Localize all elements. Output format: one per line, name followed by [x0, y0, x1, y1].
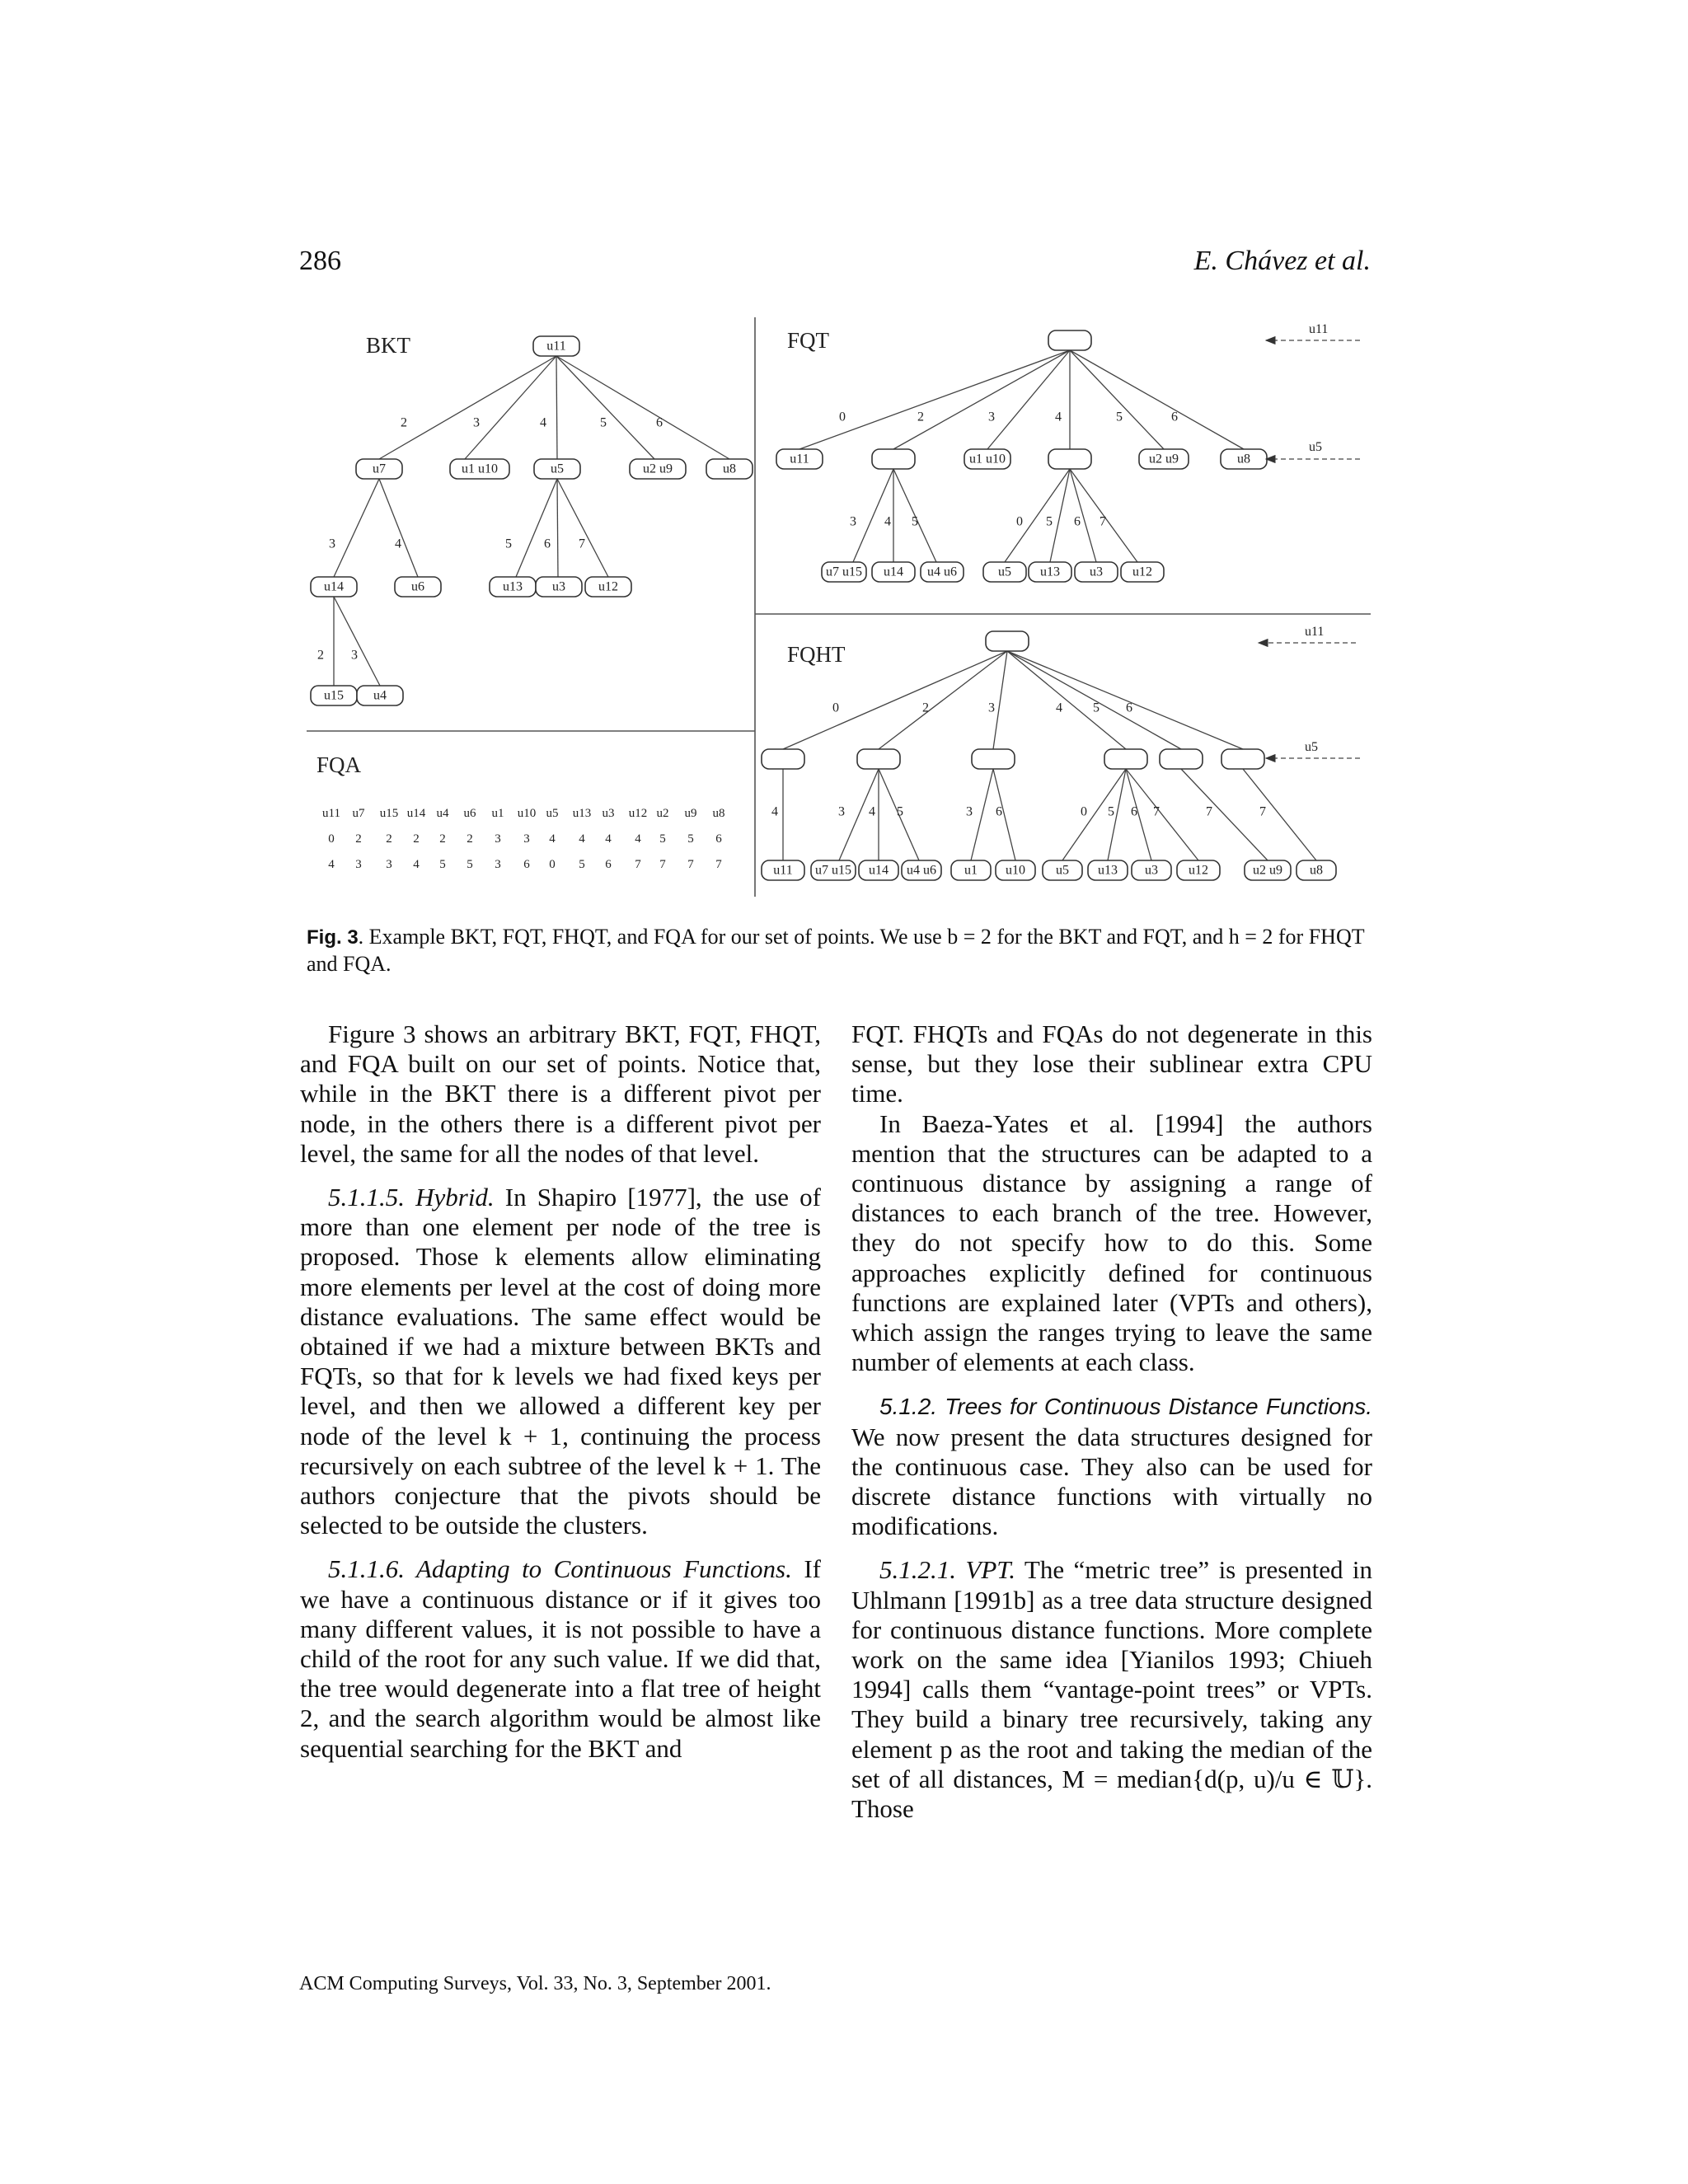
fqt-edge-label: 5 [1046, 514, 1053, 529]
bkt-nodes [311, 336, 753, 705]
fqa-table [322, 807, 724, 871]
pivot-label: u5 [1309, 440, 1322, 454]
fqa-cell: 0 [549, 858, 556, 871]
fqht-edge-label: 7 [1153, 804, 1160, 819]
bkt-edge-label: 7 [579, 537, 585, 551]
tree-node [311, 686, 357, 705]
tree-node [983, 562, 1026, 582]
tree-node [1043, 860, 1082, 880]
bkt-edge [556, 356, 557, 459]
fqa-cell: u13 [572, 807, 592, 820]
fqht-edge [1181, 769, 1268, 860]
caption-label: Fig. 3 [307, 926, 359, 949]
fqt-edge-label: 0 [1016, 514, 1023, 529]
fqa-cell: u8 [712, 807, 725, 820]
fqt-edge-label: 4 [1055, 410, 1062, 424]
fqht-edge-label: 4 [869, 804, 875, 819]
fqa-cell: 7 [715, 858, 722, 871]
tree-node [762, 860, 804, 880]
svg-text:u8: u8 [723, 462, 736, 476]
fqht-edge-label: 6 [1131, 804, 1137, 819]
svg-text:u11: u11 [790, 452, 809, 466]
svg-text:u7: u7 [373, 462, 386, 476]
tree-node [776, 449, 823, 469]
tree-node [859, 860, 898, 880]
bkt-edge-label: 3 [473, 415, 480, 430]
svg-text:u7 u15: u7 u15 [826, 565, 862, 579]
paragraph: 5.1.1.5. Hybrid. In Shapiro [1977], the use of more than one element per node of the tree is proposed. Those k elements allow eliminating more elements per level at the cost of doing more distance evaluations. The same effect would be obtained if we had a mixture between BKTs and FQTs, so that for k levels we had fixed keys per level, and then we allowed a different key per node of the level k + 1, continuing the process recursively on each subtree of the level k + 1. The authors conjecture that the pivots should be selected to be outside the clusters. [300, 1183, 821, 1540]
figure-3 [0, 0, 1688, 923]
fqht-edge [1243, 769, 1316, 860]
bkt-edge-label: 6 [656, 415, 663, 430]
fqa-title: FQA [316, 752, 362, 777]
fqht-edge-label: 5 [897, 804, 903, 819]
fqt-edge-label: 5 [912, 514, 918, 529]
figure-caption [307, 924, 1383, 977]
tree-node [450, 459, 509, 479]
caption-text: . Example BKT, FQT, FHQT, and FQA for our set of points. We use b = 2 for the BKT and FQT, and h = 2 for FHQT and FQA. [307, 925, 1365, 976]
tree-node [1121, 562, 1164, 582]
section-heading: 5.1.2. Trees for Continuous Distance Functions. [879, 1394, 1372, 1420]
fqt-edge-label: 4 [884, 514, 891, 529]
tree-node [964, 449, 1010, 469]
paragraph: 5.1.2. Trees for Continuous Distance Functions. We now present the data structures designed for the continuous case. They also can be used for discrete distance functions with virtually no modifications. [851, 1394, 1372, 1541]
page-number: 286 [299, 246, 341, 276]
fqa-cell: 0 [328, 832, 335, 846]
svg-text:u3: u3 [1090, 565, 1103, 579]
bkt-edge-labels [317, 416, 663, 663]
tree-node [311, 577, 357, 597]
fqa-cell: 3 [495, 858, 501, 871]
tree-node [1048, 449, 1091, 469]
fqht-edge-label: 3 [966, 804, 973, 819]
svg-text:u13: u13 [503, 579, 523, 594]
svg-text:u14: u14 [324, 579, 344, 594]
tree-node [857, 749, 900, 769]
fqa-cell: 5 [439, 858, 446, 871]
fqht-edge [971, 769, 993, 860]
tree-node [921, 562, 964, 582]
svg-text:u4 u6: u4 u6 [927, 565, 957, 579]
fqa-cell: 6 [523, 858, 530, 871]
fqa-cell: u11 [322, 807, 340, 820]
bkt-edge [334, 479, 379, 577]
fqht-edge-label: 7 [1206, 804, 1212, 819]
svg-text:u1 u10: u1 u10 [462, 462, 498, 476]
fqa-cell: u6 [463, 807, 476, 820]
fqa-cell: 3 [523, 832, 530, 846]
fqht-edge-label: 3 [838, 804, 845, 819]
fqht-edge-label: 7 [1259, 804, 1266, 819]
fqt-edge-label: 6 [1074, 514, 1081, 529]
fqt-edge [1070, 350, 1244, 449]
fqht-edge-label: 4 [771, 804, 778, 819]
bkt-edge [379, 479, 418, 577]
fqt-pivot-arrows [1266, 322, 1360, 459]
fqa-cell: 4 [549, 832, 556, 846]
tree-node [1177, 860, 1220, 880]
tree-node [902, 860, 941, 880]
bkt-edge-label: 6 [544, 537, 551, 551]
fqt-title: FQT [787, 328, 830, 353]
fqa-cell: 3 [355, 858, 362, 871]
tree-node [536, 577, 582, 597]
fqa-cell: 5 [467, 858, 473, 871]
fqa-cell: 5 [659, 832, 666, 846]
fqht-edge [1007, 651, 1243, 749]
tree-node [1088, 860, 1128, 880]
fqt-edge-label: 7 [1100, 514, 1106, 529]
fqa-cell: 4 [579, 832, 585, 846]
tree-node [1160, 749, 1203, 769]
svg-text:u14: u14 [869, 863, 889, 878]
fqa-cell: u12 [628, 807, 648, 820]
svg-text:u2 u9: u2 u9 [643, 462, 673, 476]
fqa-cell: 4 [328, 858, 335, 871]
fqt-edge [1070, 350, 1164, 449]
fqa-cell: u7 [352, 807, 365, 820]
fqht-edge-label: 4 [1056, 701, 1062, 715]
tree-node [811, 860, 856, 880]
fqt-edge-label: 0 [839, 410, 846, 424]
tree-node [1029, 562, 1071, 582]
tree-node [706, 459, 753, 479]
svg-text:u8: u8 [1310, 863, 1323, 878]
tree-node [585, 577, 631, 597]
bkt-edge-label: 4 [395, 537, 401, 551]
fqt-edge-label: 3 [988, 410, 995, 424]
bkt-edge [516, 479, 557, 577]
bkt-edge-label: 2 [317, 648, 324, 663]
section-heading: 5.1.2.1. VPT. [879, 1555, 1016, 1585]
fqa-cell: u4 [436, 807, 449, 820]
bkt-edge [379, 356, 556, 459]
tree-node [972, 749, 1015, 769]
fqa-cell: 3 [495, 832, 501, 846]
bkt-edge-label: 3 [351, 648, 358, 663]
fqht-edge [879, 651, 1007, 749]
right-column [851, 1019, 1372, 1824]
fqt-edge-label: 2 [917, 410, 924, 424]
svg-text:u4: u4 [373, 688, 387, 703]
bkt-edge-label: 2 [401, 415, 407, 430]
tree-node [534, 459, 580, 479]
fqa-cell: 7 [687, 858, 694, 871]
tree-node [1221, 749, 1264, 769]
svg-text:u5: u5 [1056, 863, 1069, 878]
fqa-cell: 4 [413, 858, 420, 871]
bkt-edge [465, 356, 556, 459]
tree-node [872, 449, 915, 469]
tree-node [872, 562, 915, 582]
paragraph: 5.1.1.6. Adapting to Continuous Functions. If we have a continuous distance or if it gives too many different values, it is not possible to have a child of the root for any such value. If we did that, the tree would degenerate into a flat tree of height 2, and the search algorithm would be almost like sequential searching for the BKT and [300, 1554, 821, 1763]
tree-node [951, 860, 991, 880]
fqa-cell: 5 [687, 832, 694, 846]
fqht-edge [1007, 651, 1181, 749]
running-head: E. Chávez et al. [1193, 246, 1371, 276]
tree-node [1075, 562, 1118, 582]
paragraph: FQT. FHQTs and FQAs do not degenerate in this sense, but they lose their sublinear extra CPU time. [851, 1019, 1372, 1108]
tree-node [822, 562, 866, 582]
bkt-edge-label: 5 [505, 537, 512, 551]
fqt-edge [893, 350, 1070, 449]
tree-node [357, 686, 403, 705]
fqa-cell: u9 [684, 807, 697, 820]
tree-node [630, 459, 686, 479]
fqt-edge-label: 5 [1116, 410, 1123, 424]
fqht-title: FQHT [787, 642, 846, 667]
fqa-cell: u2 [656, 807, 669, 820]
fqa-cell: 2 [355, 832, 362, 846]
tree-node [395, 577, 441, 597]
svg-text:u5: u5 [551, 462, 564, 476]
bkt-edge-label: 4 [540, 415, 546, 430]
fqht-edge-label: 3 [988, 701, 995, 715]
fqa-cell: u14 [406, 807, 426, 820]
tree-node [490, 577, 536, 597]
bkt-title: BKT [366, 333, 410, 358]
fqt-edge-label: 6 [1171, 410, 1178, 424]
pivot-label: u11 [1309, 322, 1329, 336]
fqa-cell: u10 [517, 807, 537, 820]
tree-node [1296, 860, 1336, 880]
svg-text:u1: u1 [964, 863, 978, 878]
fqht-edge [993, 651, 1007, 749]
tree-node [1104, 749, 1147, 769]
fqa-cell: u3 [602, 807, 615, 820]
svg-text:u7 u15: u7 u15 [815, 863, 851, 878]
fqa-cell: 7 [659, 858, 666, 871]
bkt-edge-label: 5 [600, 415, 607, 430]
tree-node [996, 860, 1035, 880]
pivot-label: u11 [1305, 625, 1325, 639]
section-heading: 5.1.1.5. Hybrid. [328, 1183, 495, 1212]
svg-text:u6: u6 [411, 579, 424, 594]
svg-text:u11: u11 [773, 863, 793, 878]
fqa-cell: 2 [413, 832, 420, 846]
fqa-cell: 4 [635, 832, 641, 846]
svg-text:u13: u13 [1098, 863, 1118, 878]
fqht-edge [1007, 651, 1126, 749]
tree-node [356, 459, 402, 479]
bkt-edges [334, 356, 729, 686]
tree-node [1139, 449, 1189, 469]
paragraph: 5.1.2.1. VPT. The “metric tree” is presented in Uhlmann [1991b] as a tree data structure designed for continuous distance functions. More complete work on the same idea [Yianilos 1993; Chiueh 1994] calls them “vantage-point trees” or VPTs. They build a binary tree recursively, taking any element p as the root and taking the median of the set of all distances, M = median{d(p, u)/u ∈ 𝕌}. Those [851, 1555, 1373, 1824]
fqa-cell: u5 [546, 807, 559, 820]
svg-text:u4 u6: u4 u6 [907, 863, 936, 878]
bkt-edge [557, 479, 608, 577]
bkt-edge [556, 356, 654, 459]
left-column [300, 1019, 821, 1764]
svg-text:u13: u13 [1040, 565, 1060, 579]
fqa-cell: 3 [386, 858, 392, 871]
fqa-cell: 6 [605, 858, 612, 871]
page-footer: ACM Computing Surveys, Vol. 33, No. 3, September 2001. [299, 1973, 771, 1994]
fqht-pivot-arrows [1259, 625, 1360, 758]
fqa-cell: 2 [467, 832, 473, 846]
bkt-edge-label: 3 [329, 537, 335, 551]
fqht-edge-label: 6 [1126, 701, 1132, 715]
svg-text:u12: u12 [1189, 863, 1208, 878]
svg-text:u3: u3 [1145, 863, 1158, 878]
fqa-cell: 2 [386, 832, 392, 846]
svg-text:u12: u12 [1132, 565, 1152, 579]
section-heading: 5.1.1.6. Adapting to Continuous Functions. [328, 1554, 792, 1584]
svg-text:u1 u10: u1 u10 [969, 452, 1006, 466]
tree-node [762, 749, 804, 769]
fqht-edge [1126, 769, 1151, 860]
fqa-cell: 5 [579, 858, 585, 871]
tree-node [1245, 860, 1291, 880]
fqt-edge-label: 3 [850, 514, 856, 529]
svg-text:u14: u14 [884, 565, 903, 579]
fqa-cell: 7 [635, 858, 641, 871]
fqa-cell: u15 [379, 807, 399, 820]
paragraph: Figure 3 shows an arbitrary BKT, FQT, FHQT, and FQA built on our set of points. Notice that, while in the BKT there is a different pivot per node, in the others there is a different pivot per level, the same for all the nodes of that level. [300, 1019, 821, 1168]
svg-text:u2 u9: u2 u9 [1149, 452, 1179, 466]
svg-text:u5: u5 [998, 565, 1011, 579]
fqht-edge-label: 0 [832, 701, 839, 715]
svg-text:u12: u12 [598, 579, 618, 594]
tree-node [1048, 330, 1091, 350]
svg-text:u11: u11 [546, 339, 566, 354]
bkt-edge [557, 479, 558, 577]
svg-text:u2 u9: u2 u9 [1253, 863, 1282, 878]
svg-text:u10: u10 [1006, 863, 1025, 878]
fqa-cell: 2 [439, 832, 446, 846]
tree-node [986, 631, 1029, 651]
tree-node [1132, 860, 1171, 880]
fqht-edge-label: 0 [1081, 804, 1087, 819]
bkt-edge [334, 597, 380, 686]
fqa-cell: 6 [715, 832, 722, 846]
fqht-edge-label: 5 [1093, 701, 1100, 715]
tree-node [533, 336, 579, 356]
svg-text:u8: u8 [1237, 452, 1250, 466]
svg-text:u3: u3 [552, 579, 565, 594]
fqa-cell: u1 [491, 807, 504, 820]
tree-node [1221, 449, 1267, 469]
fqht-edge-label: 5 [1108, 804, 1114, 819]
pivot-label: u5 [1305, 740, 1318, 754]
fqht-edge-label: 6 [996, 804, 1002, 819]
bkt-edge [556, 356, 729, 459]
svg-text:u15: u15 [324, 688, 344, 703]
fqa-cell: 4 [605, 832, 612, 846]
paragraph: In Baeza-Yates et al. [1994] the authors mention that the structures can be adapted to a continuous distance by assigning a range of distances to each branch of the tree. However, they do not specify how to do this. Some approaches explicitly defined for continuous functions are explained later (VPTs and others), which assign the ranges trying to leave the same number of elements at each class. [851, 1108, 1372, 1377]
fqht-edge-label: 2 [922, 701, 929, 715]
